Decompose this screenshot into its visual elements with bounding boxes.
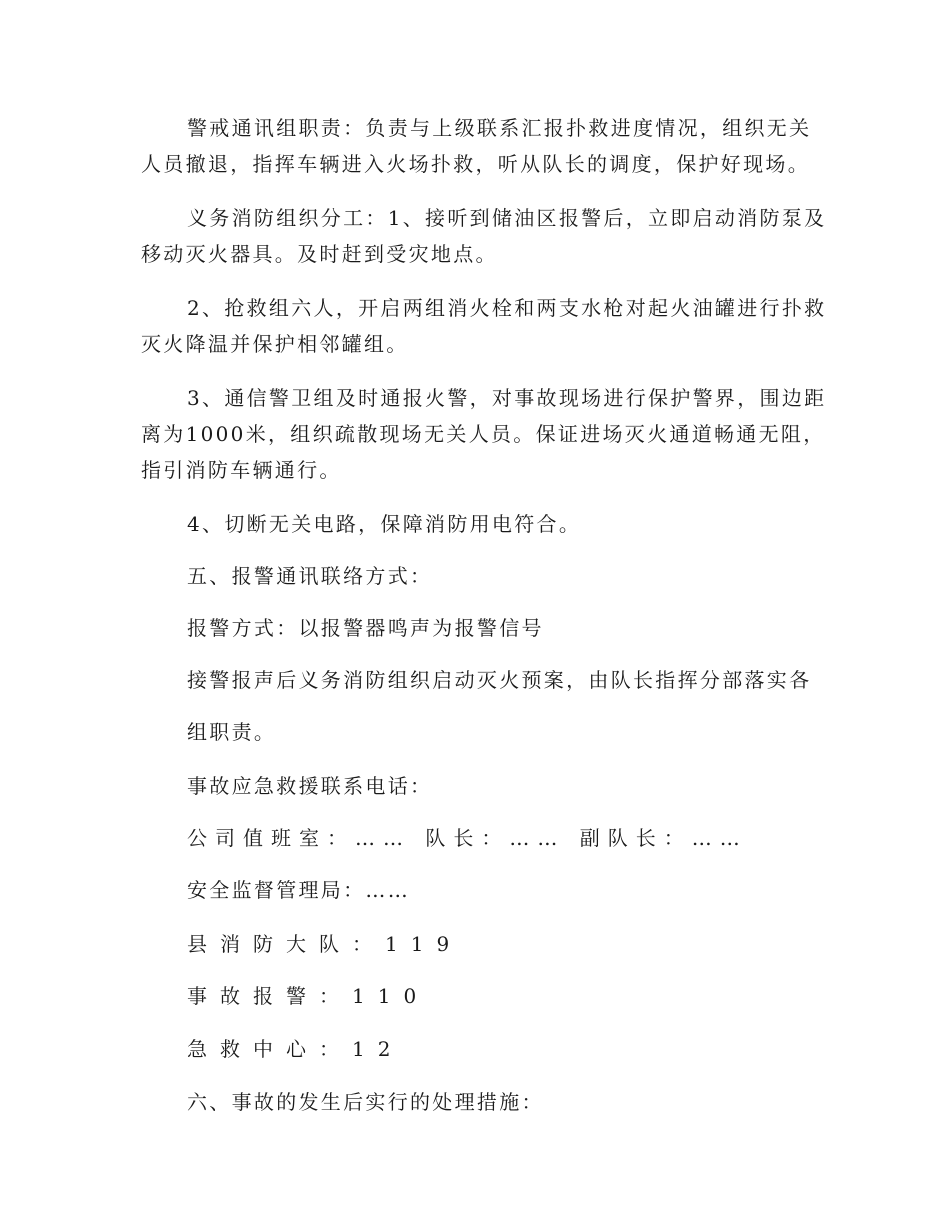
paragraph-line: 警戒通讯组职责：负责与上级联系汇报扑救进度情况，组织无关 [187, 116, 812, 140]
paragraph-line: 灭火降温并保护相邻罐组。 [141, 332, 409, 356]
section-heading: 五、报警通讯联络方式： [187, 564, 433, 588]
contact-line: 急救中心：12 [187, 1037, 404, 1061]
paragraph-line: 组职责。 [187, 720, 277, 744]
paragraph-line: 报警方式：以报警器鸣声为报警信号 [187, 616, 544, 640]
paragraph-line: 2、抢救组六人，开启两组消火栓和两支水枪对起火油罐进行扑救 [187, 296, 827, 320]
paragraph-line: 事故应急救援联系电话： [187, 774, 433, 798]
paragraph-line: 3、通信警卫组及时通报火警，对事故现场进行保护警界，围边距 [187, 386, 827, 410]
paragraph-line: 接警报声后义务消防组织启动灭火预案，由队长指挥分部落实各 [187, 668, 812, 692]
contact-line: 安全监督管理局：…… [187, 878, 410, 902]
paragraph-line: 移动灭火器具。及时赶到受灾地点。 [141, 242, 498, 266]
paragraph-line: 义务消防组织分工：1、接听到储油区报警后，立即启动消防泵及 [187, 206, 827, 230]
paragraph-line: 离为1000米，组织疏散现场无关人员。保证进场灭火通道畅通无阻， [141, 422, 826, 446]
section-heading: 六、事故的发生后实行的处理措施： [187, 1090, 544, 1114]
contact-line: 事故报警：110 [187, 984, 430, 1008]
contact-line: 县消防大队：119 [187, 932, 463, 956]
paragraph-line: 指引消防车辆通行。 [141, 458, 342, 482]
paragraph-line: 人员撤退，指挥车辆进入火场扑救，听从队长的调度，保护好现场。 [141, 152, 810, 176]
paragraph-line: 4、切断无关电路，保障消防用电符合。 [187, 512, 582, 536]
contact-line: 公司值班室：…… 队长：…… 副队长：…… [187, 826, 748, 850]
